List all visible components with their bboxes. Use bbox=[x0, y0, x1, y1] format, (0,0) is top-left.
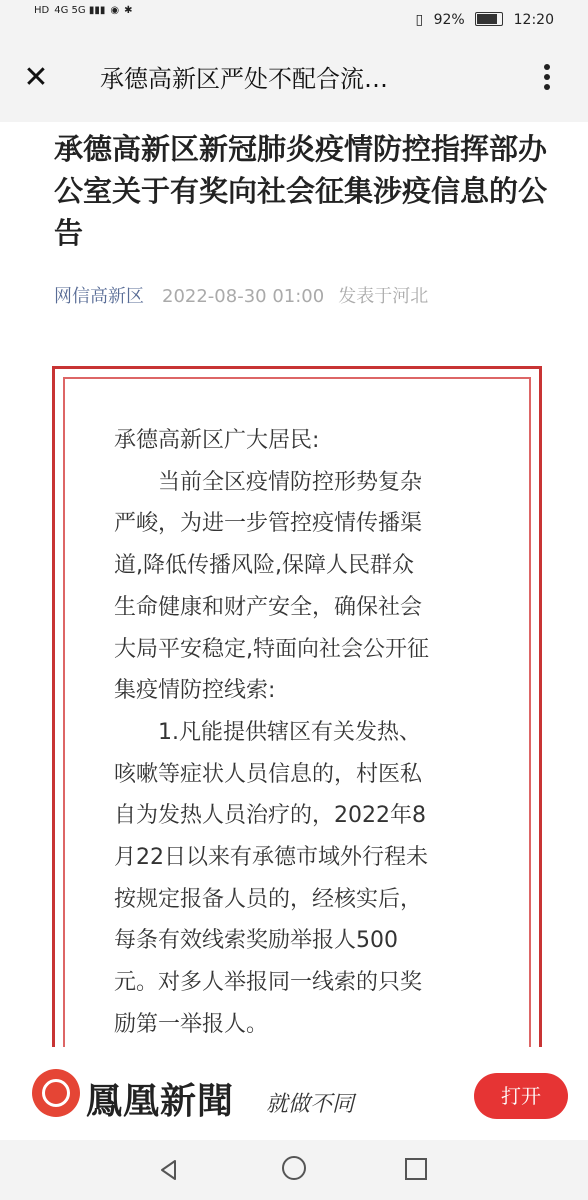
notice-line: 励第一举报人。 bbox=[114, 1011, 269, 1037]
brand-slogan: 就做不同 bbox=[266, 1092, 355, 1117]
notice-line: 按规定报备人员的，经核实后， bbox=[114, 886, 423, 912]
nav-title: 承德高新区严处不配合流… bbox=[100, 65, 388, 93]
vibrate-icon: ▯ bbox=[415, 12, 424, 28]
open-app-button[interactable]: 打开 bbox=[474, 1073, 568, 1119]
notice-line: 道,降低传播风险,保障人民群众 bbox=[114, 553, 414, 579]
network-icon: 4G 5G ▮▮▮ bbox=[54, 5, 106, 16]
ifeng-logo-icon bbox=[32, 1069, 80, 1117]
status-left-indicators bbox=[34, 5, 137, 17]
article-datetime: 2022-08-30 01:00 bbox=[162, 286, 325, 307]
nav-bar bbox=[0, 40, 588, 122]
notice-line: 承德高新区广大居民: bbox=[114, 428, 320, 453]
notice-line: 月22日以来有承德市域外行程未 bbox=[114, 845, 428, 871]
status-bar bbox=[0, 0, 588, 40]
app-promo-banner[interactable] bbox=[20, 1047, 568, 1143]
more-vertical-icon[interactable] bbox=[532, 60, 562, 96]
battery-percent: 92% bbox=[433, 12, 465, 28]
system-nav-bar bbox=[0, 1140, 588, 1200]
notice-line: 每条有效线索奖励举报人500 bbox=[114, 928, 398, 954]
brand-name: 鳳凰新聞 bbox=[86, 1080, 235, 1122]
hd-icon: HD bbox=[34, 5, 50, 16]
battery-icon bbox=[475, 12, 503, 26]
home-circle-icon[interactable] bbox=[282, 1156, 306, 1180]
notice-line: 当前全区疫情防控形势复杂 bbox=[158, 469, 423, 495]
status-right bbox=[409, 10, 554, 28]
article-source-link[interactable]: 网信高新区 bbox=[54, 286, 144, 307]
notice-line: 大局平安稳定,特面向社会公开征 bbox=[114, 636, 429, 662]
article-meta bbox=[54, 282, 428, 308]
notice-line: 1.凡能提供辖区有关发热、 bbox=[158, 719, 421, 745]
clock: 12:20 bbox=[513, 12, 554, 28]
notice-line: 元。对多人举报同一线索的只奖 bbox=[114, 970, 423, 996]
article-headline: 承德高新区新冠肺炎疫情防控指挥部办公室关于有奖向社会征集涉疫信息的公告 bbox=[54, 132, 548, 250]
article-location: 发表于河北 bbox=[338, 286, 429, 307]
close-icon[interactable]: ✕ bbox=[23, 60, 49, 95]
notice-line: 自为发热人员治疗的，2022年8 bbox=[114, 803, 426, 829]
notice-body bbox=[114, 420, 494, 1087]
back-triangle-icon[interactable] bbox=[157, 1158, 181, 1182]
bluetooth-icon: ✱ bbox=[124, 5, 133, 16]
notice-line: 生命健康和财产安全，确保社会 bbox=[114, 594, 423, 620]
notice-line: 集疫情防控线索: bbox=[114, 678, 276, 704]
notice-line: 严峻，为进一步管控疫情传播渠 bbox=[114, 511, 423, 537]
eye-icon: ◉ bbox=[110, 5, 120, 16]
recent-apps-icon[interactable] bbox=[405, 1158, 427, 1180]
notice-line: 咳嗽等症状人员信息的，村医私 bbox=[114, 761, 423, 787]
